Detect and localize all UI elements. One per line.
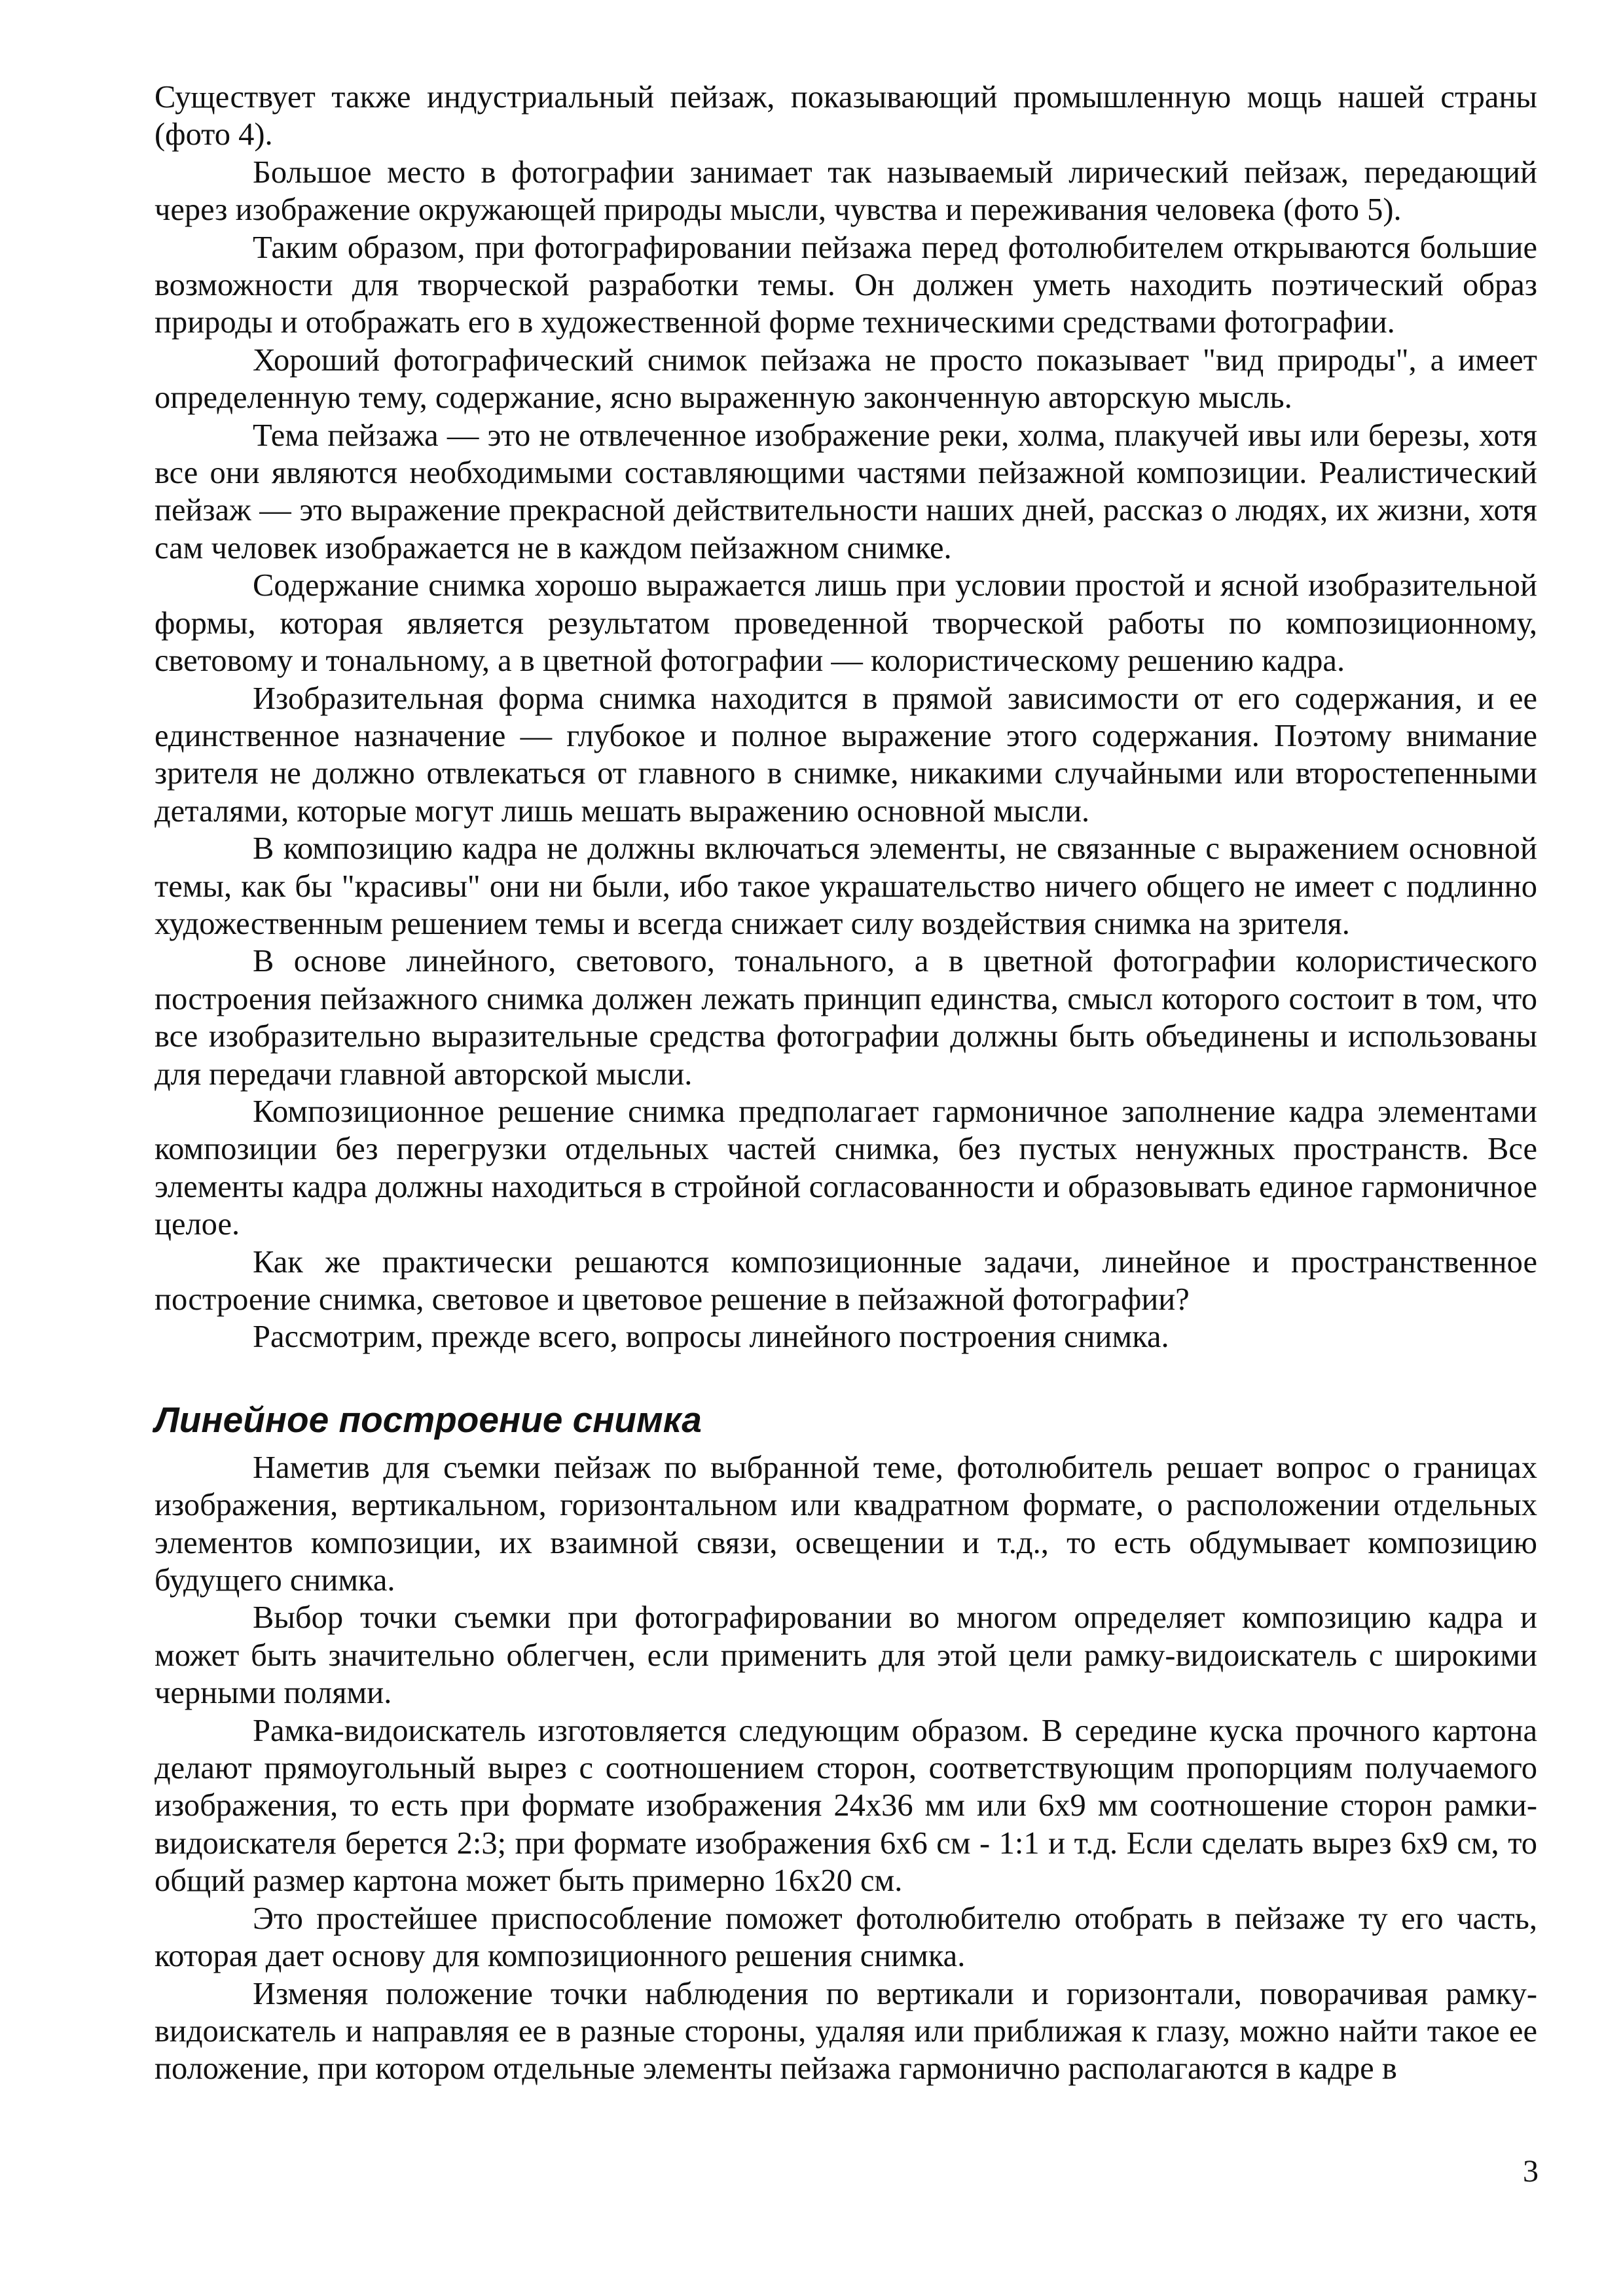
paragraph: Большое место в фотографии занимает так называемый лирический пейзаж, передающий через изображение окружающей природы мысли, чувства и переживания человека (фото 5). bbox=[155, 154, 1537, 228]
paragraph: Композиционное решение снимка предполагает гармоничное заполнение кадра элементами композиции без перегрузки отдельных частей снимка, без пустых ненужных пространств. Все элементы кадра должны находиться в стройной согласованности и образовывать единое гармоничное целое. bbox=[155, 1094, 1537, 1242]
paragraph: Рамка-видоискатель изготовляется следующим образом. В середине куска прочного картона делают прямоугольный вырез с соотношением сторон, соответствующим пропорциям получаемого изображения, то есть при формате изображения 24х36 мм или 6х9 мм соотношение сторон рамки-видоискателя берется 2:3; при формате изображения 6х6 см - 1:1 и т.д. Если сделать вырез 6х9 см, то общий размер картона может быть примерно 16х20 см. bbox=[155, 1713, 1537, 1899]
section-heading: Линейное построение снимка bbox=[155, 1399, 702, 1440]
paragraph: Изобразительная форма снимка находится в прямой зависимости от его содержания, и ее единственное назначение — глубокое и полное выражение этого содержания. Поэтому внимание зрителя не должно отвлекаться от главного в снимке, никакими случайными или второстепенными деталями, которые могут лишь мешать выражению основной мысли. bbox=[155, 681, 1537, 829]
paragraph: Тема пейзажа — это не отвлеченное изображение реки, холма, плакучей ивы или березы, хотя все они являются необходимыми составляющими частями пейзажной композиции. Реалистический пейзаж — это выражение прекрасной действительности наших дней, рассказ о людях, их жизни, хотя сам человек изображается не в каждом пейзажном снимке. bbox=[155, 418, 1537, 565]
paragraph: В основе линейного, светового, тонального, а в цветной фотографии колористического построения пейзажного снимка должен лежать принцип единства, смысл которого состоит в том, что все изобразительно выразительные средства фотографии должны быть объединены и использованы для передачи главной авторской мысли. bbox=[155, 944, 1537, 1092]
paragraph: Таким образом, при фотографировании пейзажа перед фотолюбителем открываются большие возможности для творческой разработки темы. Он должен уметь находить поэтический образ природы и отображать его в художественной форме техническими средствами фотографии. bbox=[155, 230, 1537, 340]
paragraph: Рассмотрим, прежде всего, вопросы линейного построения снимка. bbox=[253, 1319, 1169, 1355]
paragraph: Хороший фотографический снимок пейзажа не просто показывает "вид природы", а имеет определенную тему, содержание, ясно выраженную законченную авторскую мысль. bbox=[155, 342, 1537, 416]
page-number: 3 bbox=[1523, 2154, 1539, 2189]
paragraph: Это простейшее приспособление поможет фотолюбителю отобрать в пейзаже ту его часть, которая дает основу для композиционного решения снимка. bbox=[155, 1901, 1537, 1974]
paragraph: Изменяя положение точки наблюдения по вертикали и горизонтали, поворачивая рамку-видоискатель и направляя ее в разные стороны, удаляя или приближая к глазу, можно найти такое ее положение, при котором отдельные элементы пейзажа гармонично располагаются в кадре в bbox=[155, 1976, 1537, 2087]
paragraph: Выбор точки съемки при фотографировании во многом определяет композицию кадра и может быть значительно облегчен, если применить для этой цели рамку-видоискатель с широкими черными полями. bbox=[155, 1600, 1537, 1711]
paragraph: В композицию кадра не должны включаться элементы, не связанные с выражением основной темы, как бы "красивы" они ни были, ибо такое украшательство ничего общего не имеет с подлинно художественным решением темы и всегда снижает силу воздействия снимка на зрителя. bbox=[155, 831, 1537, 941]
document-page bbox=[155, 79, 1537, 2088]
paragraph: Наметив для съемки пейзаж по выбранной теме, фотолюбитель решает вопрос о границах изображения, вертикальном, горизонтальном или квадратном формате, о расположении отдельных элементов композиции, их взаимной связи, освещении и т.д., то есть обдумывает композицию будущего снимка. bbox=[155, 1450, 1537, 1598]
paragraph: Содержание снимка хорошо выражается лишь при условии простой и ясной изобразительной формы, которая является результатом проведенной творческой работы по композиционному, световому и тональному, а в цветной фотографии — колористическому решению кадра. bbox=[155, 568, 1537, 679]
paragraph: Существует также индустриальный пейзаж, показывающий промышленную мощь нашей страны (фото 4). bbox=[155, 80, 1537, 152]
paragraph: Как же практически решаются композиционные задачи, линейное и пространственное построение снимка, световое и цветовое решение в пейзажной фотографии? bbox=[155, 1244, 1537, 1317]
